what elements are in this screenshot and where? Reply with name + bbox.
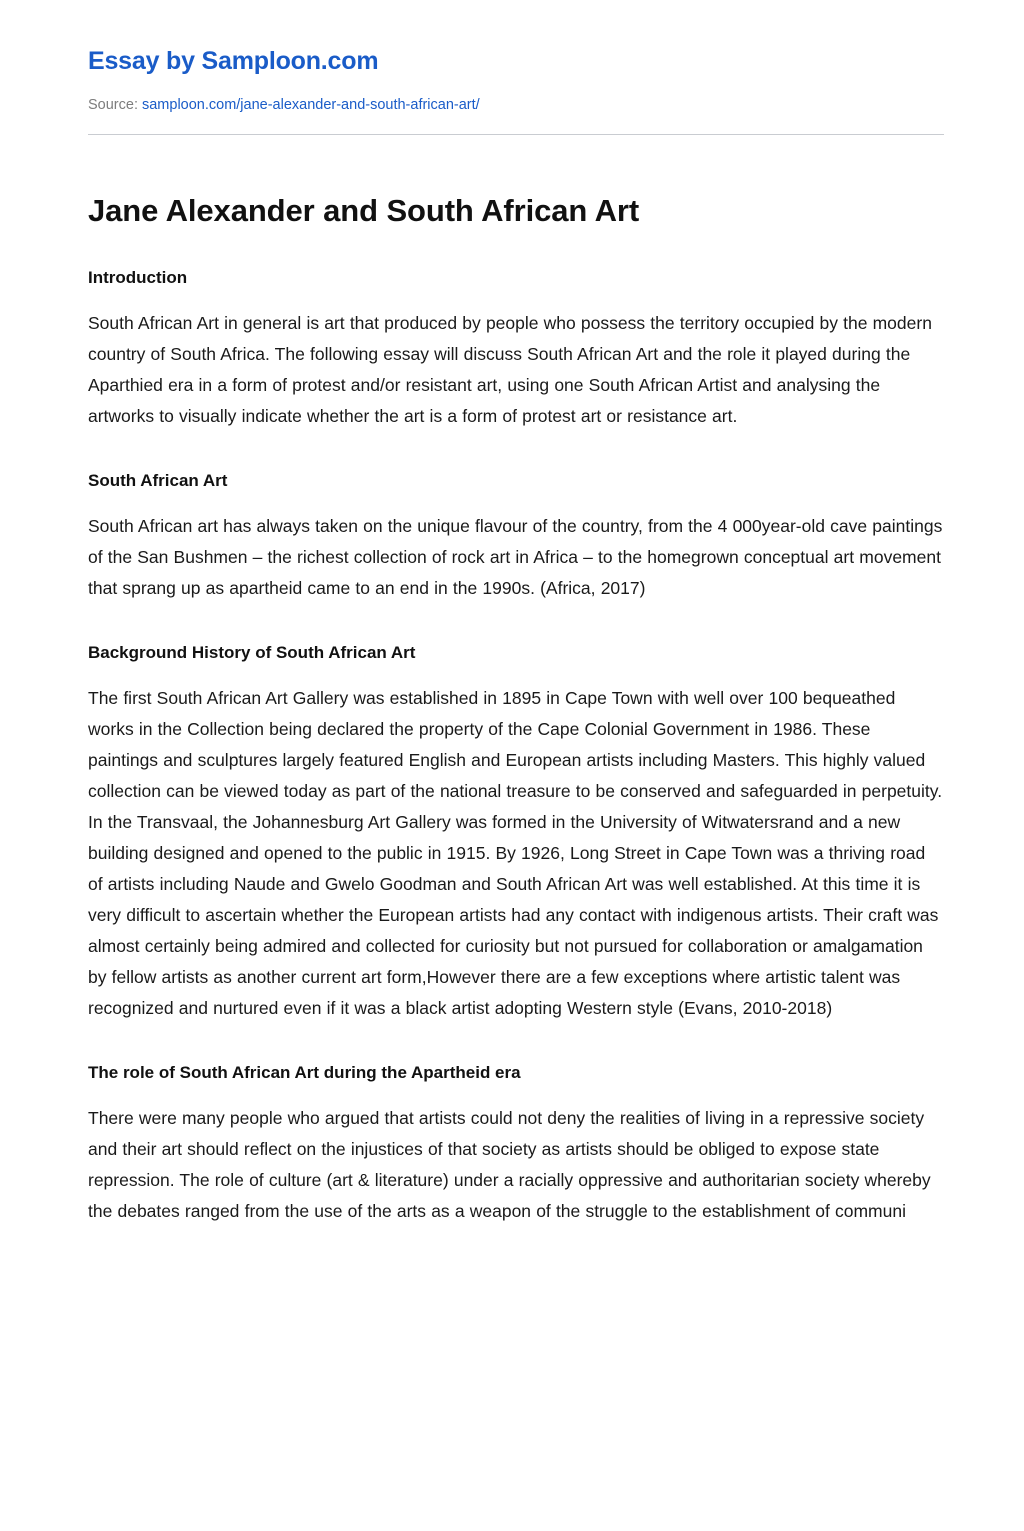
section-heading-background-history: Background History of South African Art — [88, 642, 416, 662]
section-heading-introduction: Introduction — [88, 268, 188, 288]
site-brand-title: Essay by Samploon.com — [88, 47, 379, 75]
section-heading-south-african-art: South African Art — [88, 471, 228, 491]
source-label: Source: — [88, 96, 138, 113]
source-row — [88, 97, 944, 114]
section-paragraph-role-during-apartheid: There were many people who argued that artists could not deny the realities of living in a repressive society and their art should reflect on the injustices of that society as artists should be obliged to expose state repression. The role of culture (art & literature) under a racially oppressive and authoritarian society whereby the debates ranged from the use of the arts as a weapon of the struggle to the establishment of communi — [88, 1107, 931, 1221]
article-title: Jane Alexander and South African Art — [88, 192, 640, 228]
section-heading-role-during-apartheid: The role of South African Art during the Apartheid era — [88, 1062, 521, 1082]
section-paragraph-introduction: South African Art in general is art that produced by people who possess the territory occupied by the modern country of South Africa. The following essay will discuss South African Art and the role it played during the Aparthied era in a form of protest and/or resistant art, using one South African Artist and analysing the artworks to visually indicate whether the art is a form of protest art or resistance art. — [88, 313, 932, 427]
section-paragraph-south-african-art: South African art has always taken on the unique flavour of the country, from the 4 000year-old cave paintings of the San Bushmen – the richest collection of rock art in Africa – to the homegrown conceptual art movement that sprang up as apartheid came to an end in the 1990s. (Africa, 2017) — [88, 515, 943, 598]
section-paragraph-background-history: The first South African Art Gallery was established in 1895 in Cape Town with well over 100 bequeathed works in the Collection being declared the property of the Cape Colonial Government in 1986. These paintings and sculptures largely featured English and European artists including Masters. This highly valued collection can be viewed today as part of the national treasure to be conserved and safeguarded in perpetuity. In the Transvaal, the Johannesburg Art Gallery was formed in the University of Witwatersrand and a new building designed and opened to the public in 1915. By 1926, Long Street in Cape Town was a thriving road of artists including Naude and Gwelo Goodman and South African Art was well established. At this time it is very difficult to ascertain whether the European artists had any contact with indigenous artists. Their craft was almost certainly being admired and collected for curiosity but not pursued for collaboration or amalgamation by fellow artists as another current art form,However there are a few exceptions where artistic talent was recognized and nurtured even if it was a black artist adopting Western style (Evans, 2010-2018) — [88, 687, 943, 1018]
page-header — [0, 0, 1024, 114]
source-url-link[interactable]: samploon.com/jane-alexander-and-south-african-art/ — [141, 96, 480, 113]
article-body — [0, 135, 1024, 1227]
